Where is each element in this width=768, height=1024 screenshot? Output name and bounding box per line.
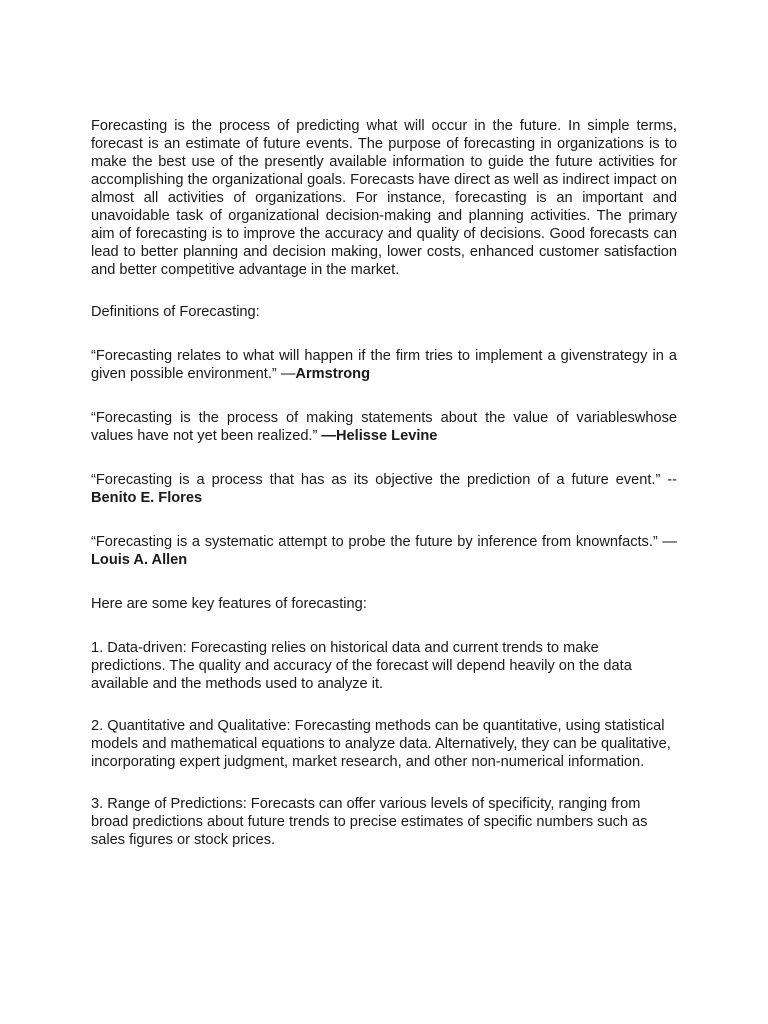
feature-item-data-driven: 1. Data-driven: Forecasting relies on historical data and current trends to make predictions. The quality and accuracy of the forecast will depend heavily on the data available and the methods used to analyze it. (91, 640, 632, 692)
definition-quote: “Forecasting is a process that has as its objective the prediction of a future event.” -- (91, 472, 677, 488)
feature-item-quantitative-qualitative: 2. Quantitative and Qualitative: Forecasting methods can be quantitative, using statistical models and mathematical equations to analyze data. Alternatively, they can be qualitative, incorporating expert judgment, market research, and other non-numerical information. (91, 718, 671, 770)
intro-paragraph: Forecasting is the process of predicting what will occur in the future. In simple terms, forecast is an estimate of future events. The purpose of forecasting in organizations is to make the best use of the presently available information to guide the future activities for accomplishing the organizational goals. Forecasts have direct as well as indirect impact on almost all activities of organizations. For instance, forecasting is an important and unavoidable task of organizational decision-making and planning activities. The primary aim of forecasting is to improve the accuracy and quality of decisions. Good forecasts can lead to better planning and decision making, lower costs, enhanced customer satisfaction and better competitive advantage in the market. (91, 118, 677, 278)
definition-quote: “Forecasting is the process of making statements about the value of variableswhose values have not yet been realized.” (91, 410, 677, 444)
definition-allen (91, 533, 677, 569)
definition-flores (91, 471, 677, 507)
definition-author: Louis A. Allen (91, 552, 188, 568)
features-heading: Here are some key features of forecasting: (91, 596, 367, 612)
definition-author: Armstrong (295, 366, 371, 382)
definition-author: Benito E. Flores (91, 490, 203, 506)
definition-levine (91, 409, 677, 445)
definition-quote: “Forecasting relates to what will happen if the firm tries to implement a givenstrategy in a given possible environment.” — (91, 348, 677, 382)
feature-item-range-of-predictions: 3. Range of Predictions: Forecasts can offer various levels of specificity, ranging from broad predictions about future trends to precise estimates of specific numbers such as sales figures or stock prices. (91, 796, 648, 848)
definitions-heading: Definitions of Forecasting: (91, 304, 260, 320)
definition-quote: “Forecasting is a systematic attempt to probe the future by inference from knownfacts.” — (91, 534, 677, 550)
definition-author: —Helisse Levine (321, 428, 438, 444)
definition-armstrong (91, 347, 677, 383)
